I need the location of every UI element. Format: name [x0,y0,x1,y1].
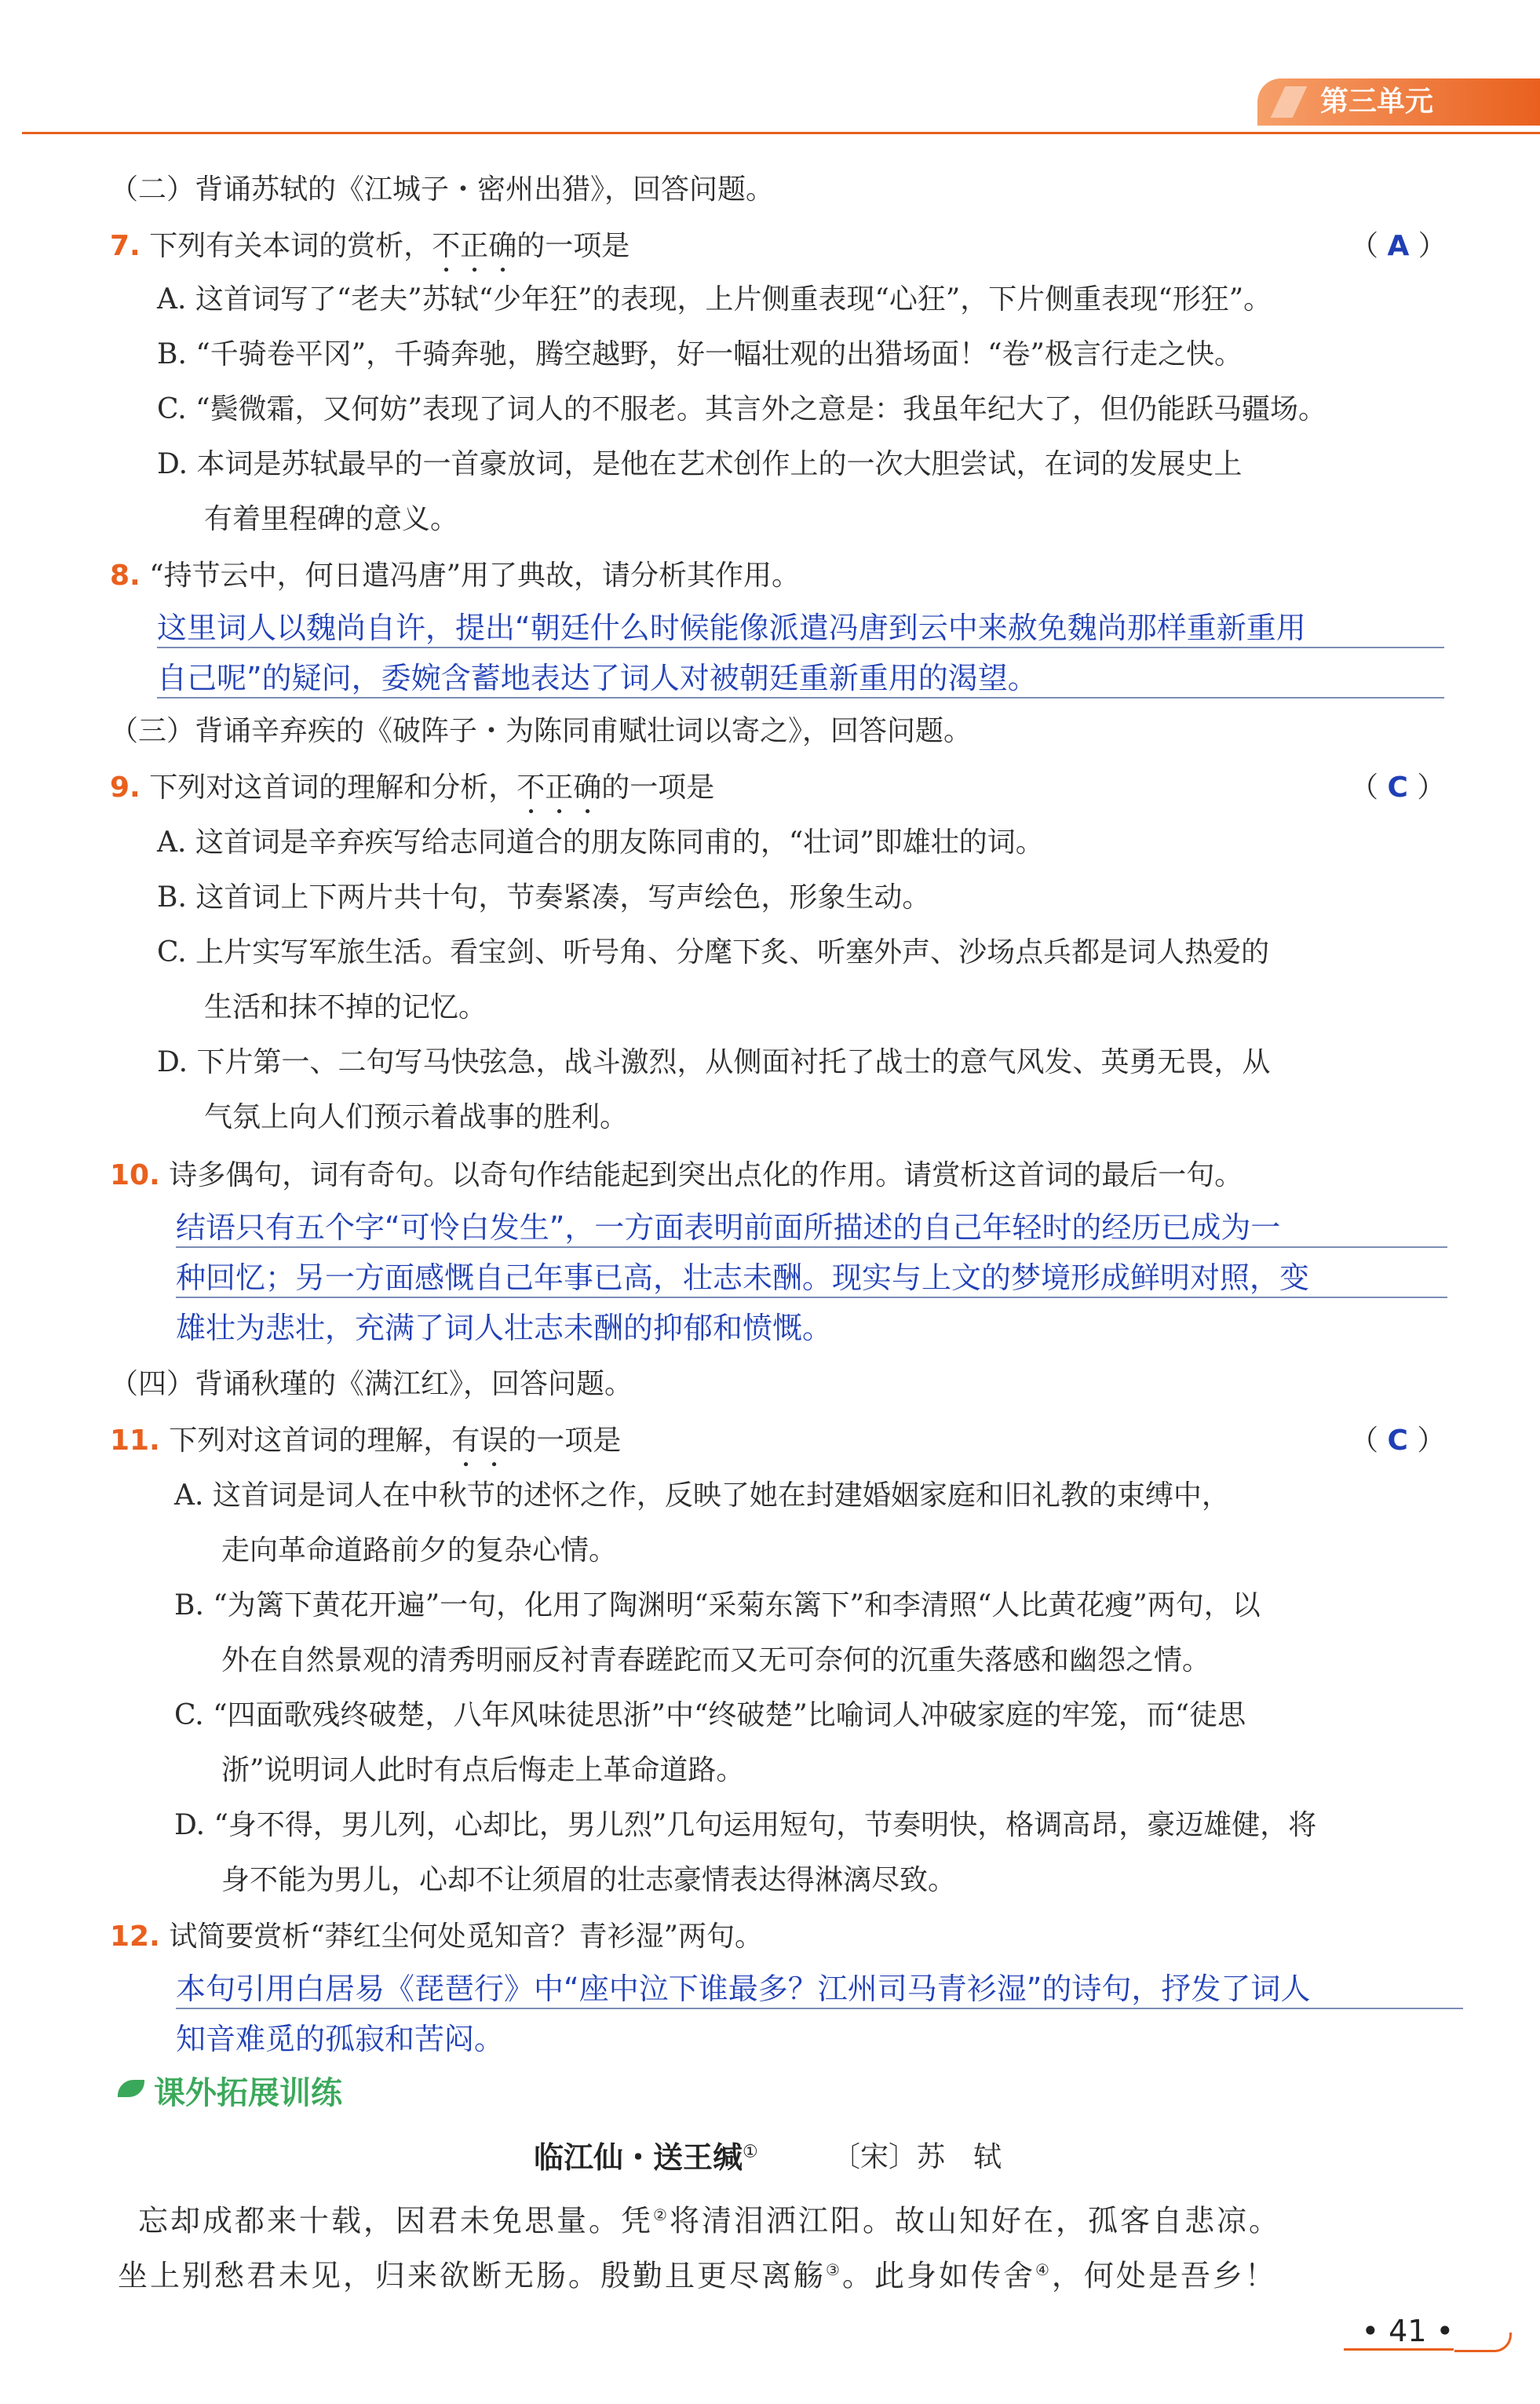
poem-line-2-b: 。此身如传舍 [841,2258,1035,2293]
q11-answer-bracket: （ C ） [1350,1425,1446,1457]
q7-option-d: D. 本词是苏轼最早的一首豪放词，是他在艺术创作上的一次大胆尝试，在词的发展史上 [157,448,1243,480]
q11-stem-a: 下列对这首词的理解， [169,1425,452,1457]
q11-stem-c: 的一项是 [508,1425,622,1457]
poem-title-note: ① [743,2142,758,2162]
q7-answer: A [1387,230,1410,262]
q10-stem-text: 诗多偶句，词有奇句。以奇句作结能起到突出点化的作用。请赏析这首词的最后一句。 [169,1159,1243,1191]
q9-stem-b: 不正确 [516,772,602,804]
poem-author: 〔宋〕苏 轼 [832,2141,1002,2173]
q9-stem-a: 下列对这首词的理解和分析， [149,772,517,804]
q11-option-d: D. “身不得，男儿列，心却比，男儿烈”几句运用短句，节奏明快，格调高昂，豪迈雄健，将 [174,1809,1317,1841]
q9-option-d-cont: 气氛上向人们预示着战事的胜利。 [204,1101,629,1133]
q9-number: 9. [110,772,140,804]
q12-stem-text: 试简要赏析“莽红尘何处觅知音？青衫湿”两句。 [169,1921,764,1953]
q11-option-d-cont: 身不能为男儿，心却不让须眉的壮志豪情表达得淋漓尽致。 [221,1864,957,1896]
q7-stem-a: 下列有关本词的赏析， [149,230,432,262]
section-4-title: （四）背诵秋瑾的《满江红》，回答问题。 [110,1368,633,1400]
q12-number: 12. [110,1921,160,1953]
poem-line-1-a: 忘却成都来十载，因君未免思量。凭 [138,2203,654,2238]
q10-answer-line-3: 雄壮为悲壮，充满了词人壮志未酬的抑郁和愤慨。 [176,1311,833,1345]
q11-option-b: B. “为篱下黄花开遍”一句，化用了陶渊明“采菊东篱下”和李清照“人比黄花瘦”两句，以 [174,1589,1261,1622]
q11-option-c-cont: 浙”说明词人此时有点后悔走上革命道路。 [221,1754,745,1786]
q9-stem [110,769,714,820]
poem-title [534,2133,758,2176]
poem-line-2-note: ③ [826,2260,842,2279]
page-curl-decoration [1454,2333,1512,2352]
poem-line-2-note2: ④ [1035,2260,1052,2279]
q9-option-c: C. 上片实写军旅生活。看宝剑、听号角、分麾下炙、听塞外声、沙场点兵都是词人热爱的 [157,936,1270,969]
section-2-title: （二）背诵苏轼的《江城子・密州出猎》，回答问题。 [110,173,775,206]
unit-tab: 第三单元 [1257,78,1540,126]
q11-option-a-cont: 走向革命道路前夕的复杂心情。 [221,1534,618,1567]
q11-answer: C [1387,1425,1408,1457]
poem-line-1-note: ② [653,2205,670,2224]
q12-answer-line-2: 知音难觅的孤寂和苦闷。 [176,2022,505,2056]
q7-stem-b: 不正确 [432,230,517,262]
poem-line-2-c: ，何处是吾乡！ [1051,2258,1277,2293]
q10-answer-line-2: 种回忆；另一方面感慨自己年事已高，壮志未酬。现实与上文的梦境形成鲜明对照，变 [176,1259,1447,1298]
q9-option-c-cont: 生活和抹不掉的记忆。 [204,991,487,1023]
q9-option-b: B. 这首词上下两片共十句，节奏紧凑，写声绘色，形象生动。 [157,881,931,914]
q7-answer-bracket: （ A ） [1350,230,1447,262]
q12-stem [110,1918,763,1956]
q9-stem-c: 的一项是 [601,772,715,804]
q7-option-d-cont: 有着里程碑的意义。 [204,503,459,535]
poem-line-2-a: 坐上别愁君未见，归来欲断无肠。殷勤且更尽离觞 [118,2258,827,2293]
poem-line-1-b: 将清泪洒江阳。故山知好在，孤客自悲凉。 [669,2203,1281,2238]
page-number: • 41 • [1361,2314,1454,2348]
extension-section-title: 课外拓展训练 [154,2075,342,2111]
q11-option-a: A. 这首词是词人在中秋节的述怀之作，反映了她在封建婚姻家庭和旧礼教的束缚中， [174,1479,1230,1512]
q8-answer-line-2: 自己呢”的疑问，委婉含蓄地表达了词人对被朝廷重新重用的渴望。 [157,659,1444,699]
q7-option-b: B. “千骑卷平冈”，千骑奔驰，腾空越野，好一幅壮观的出猎场面！“卷”极言行走之快。 [157,338,1243,370]
leaf-icon [118,2080,144,2097]
q8-answer-line-1: 这里词人以魏尚自许，提出“朝廷什么时候能像派遣冯唐到云中来赦免魏尚那样重新重用 [157,609,1444,648]
q12-answer-line-1: 本句引用白居易《琵琶行》中“座中泣下谁最多？江州司马青衫湿”的诗句，抒发了词人 [176,1970,1463,2009]
q11-stem-b: 有误 [451,1425,509,1457]
poem-line-1 [138,2196,1281,2240]
q9-answer-bracket: （ C ） [1350,772,1446,804]
q7-stem-c: 的一项是 [516,230,630,262]
q7-number: 7. [110,230,140,262]
q11-number: 11. [110,1425,160,1457]
q9-option-a: A. 这首词是辛弃疾写给志同道合的朋友陈同甫的，“壮词”即雄壮的词。 [157,826,1044,859]
q8-number: 8. [110,560,140,592]
q11-option-b-cont: 外在自然景观的清秀明丽反衬青春蹉跎而又无可奈何的沉重失落感和幽怨之情。 [221,1644,1211,1676]
header-rule [22,132,1540,134]
q10-stem [110,1157,1243,1195]
q10-number: 10. [110,1159,160,1191]
q11-option-c: C. “四面歌残终破楚，八年风味徒思浙”中“终破楚”比喻词人冲破家庭的牢笼，而“徒思 [174,1699,1246,1731]
q8-stem [110,557,800,595]
poem-title-text: 临江仙・送王缄 [534,2140,743,2175]
q7-stem [110,228,630,279]
q11-stem [110,1422,621,1473]
q7-option-a: A. 这首词写了“老夫”苏轼“少年狂”的表现，上片侧重表现“心狂”，下片侧重表现“形狂”。 [157,283,1272,316]
q7-option-c: C. “鬓微霜，又何妨”表现了词人的不服老。其言外之意是：我虽年纪大了，但仍能跃马疆场。 [157,393,1327,425]
poem-line-2 [118,2251,1277,2295]
section-3-title: （三）背诵辛弃疾的《破阵子・为陈同甫赋壮词以寄之》，回答问题。 [110,715,973,747]
q9-option-d: D. 下片第一、二句写马快弦急，战斗激烈，从侧面衬托了战士的意气风发、英勇无畏，从 [157,1046,1271,1078]
q8-stem-text: “持节云中，何日遣冯唐”用了典故，请分析其作用。 [149,560,800,592]
q10-answer-line-1: 结语只有五个字“可怜白发生”，一方面表明前面所描述的自己年轻时的经历已成为一 [176,1209,1447,1248]
q9-answer: C [1387,772,1408,804]
page-number-underline [1344,2348,1454,2351]
